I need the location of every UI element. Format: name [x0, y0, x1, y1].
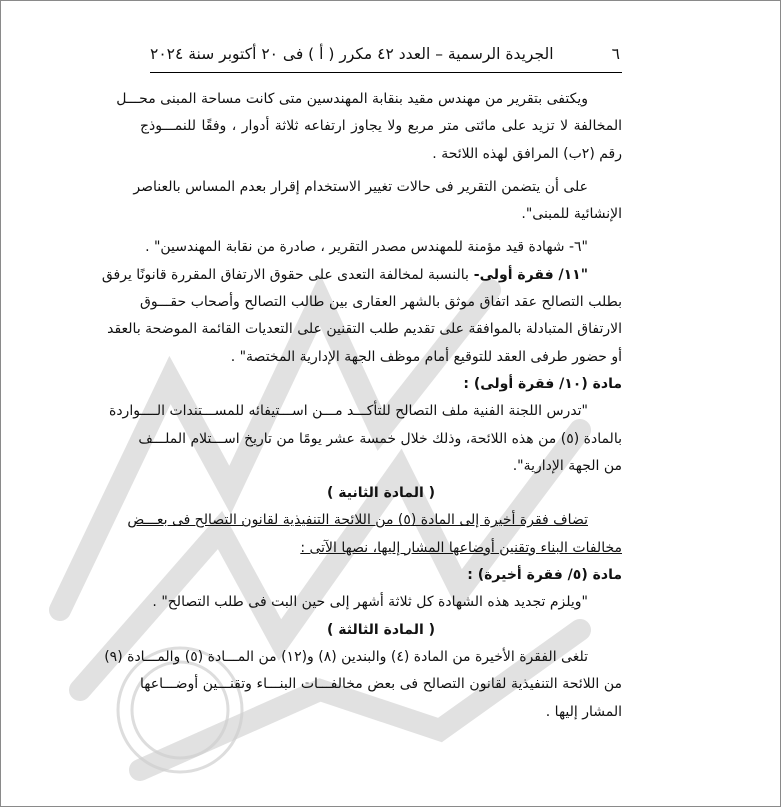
header-rule: [150, 72, 622, 73]
text-line: تضاف فقرة أخيرة إلى المادة (٥) من اللائحة التنفيذية لقانون التصالح فى بعـــض: [127, 512, 588, 529]
item-11-text: بالنسبة لمخالفة التعدى على حقوق الارتفاق المقررة قانونًا يرفق: [101, 266, 469, 283]
page-header: [150, 38, 620, 70]
section-heading-second: ( المادة الثانية ): [326, 485, 436, 502]
text-line: رقم (٢ب) المرافق لهذه اللائحة .: [432, 145, 622, 162]
article-5-heading: مادة (٥/ فقرة أخيرة) :: [467, 567, 622, 584]
page-number: ٦: [611, 45, 620, 63]
text-line: الارتفاق المتبادلة بالموافقة على تقديم طلب التقنين على التعديات القائمة الموضحة بالعقد: [107, 321, 622, 338]
text-line: "٦- شهادة قيد مؤمنة للمهندس مصدر التقرير ، صادرة من نقابة المهندسين" .: [145, 239, 588, 256]
text-line: أو حضور طرفى العقد للتوقيع أمام موظف الجهة الإدارية المختصة" .: [230, 348, 622, 365]
section-heading-third: ( المادة الثالثة ): [326, 621, 436, 638]
document-body: [101, 86, 622, 726]
text-line: "تدرس اللجنة الفنية ملف التصالح للتأكـــد مـــن اســـتيفائه للمســـتندات الــــواردة: [108, 403, 588, 420]
text-line: "ويلزم تجديد هذه الشهادة كل ثلاثة أشهر إلى حين البت فى طلب التصالح" .: [152, 594, 588, 611]
item-11-heading: "١١/ فقرة أولى-: [468, 266, 588, 283]
text-line: ويكتفى بتقرير من مهندس مقيد بنقابة المهندسين متى كانت مساحة المبنى محـــل: [116, 91, 588, 107]
text-line: مخالفات البناء وتقنين أوضاعها المشار إليها، نصها الآتى :: [300, 539, 622, 556]
text-line: الإنشائية للمبنى".: [521, 206, 622, 223]
text-line: المخالفة لا تزيد على مائتى متر مربع ولا يجاوز ارتفاعه ثلاثة أدوار ، وفقًا للنمـــوذج: [140, 118, 622, 135]
text-line: من الجهة الإدارية".: [512, 457, 622, 474]
text-line: تلغى الفقرة الأخيرة من المادة (٤) والبندين (٨) و(١٢) من المـــادة (٥) والمـــادة (٩): [104, 648, 588, 665]
text-line: المشار إليها .: [545, 703, 622, 720]
text-line: بطلب التصالح عقد اتفاق موثق بالشهر العقارى بين طالب التصالح وأصحاب حقـــوق: [140, 294, 622, 311]
text-line: [101, 262, 622, 289]
text-line: من اللائحة التنفيذية لقانون التصالح فى بعض مخالفـــات البنـــاء وتقنـــين أوضـــاعها: [140, 676, 622, 693]
text-line: على أن يتضمن التقرير فى حالات تغيير الاستخدام إقرار بعدم المساس بالعناصر: [133, 178, 588, 195]
article-10-heading: مادة (١٠/ فقرة أولى) :: [463, 375, 622, 392]
text-line: بالمادة (٥) من هذه اللائحة، وذلك خلال خمسة عشر يومًا من تاريخ اســـتلام الملـــف: [138, 430, 622, 447]
gazette-title: الجريدة الرسمية – العدد ٤٢ مكرر ( أ ) فى ٢٠ أكتوبر سنة ٢٠٢٤: [150, 45, 554, 63]
